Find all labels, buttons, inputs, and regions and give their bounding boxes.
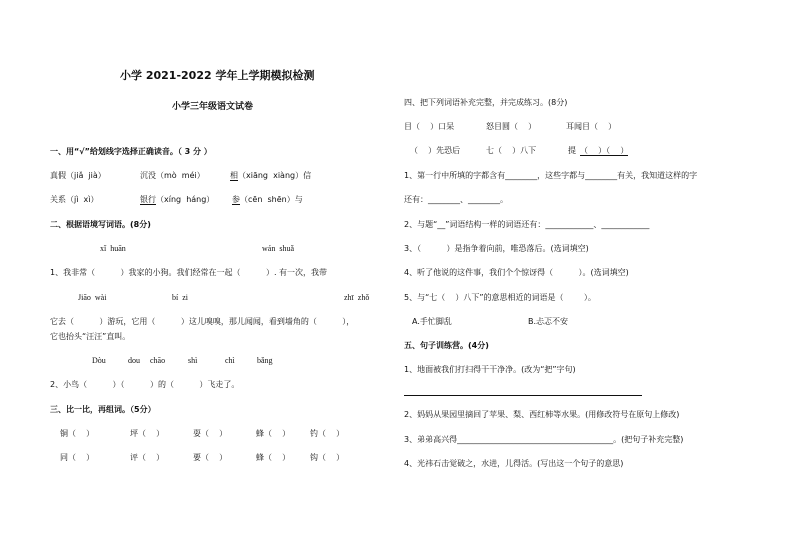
s2-line3: 它也抬头“汪汪”直叫。: [50, 332, 131, 341]
s4-r2-c3-blanks: （ ）（ ）: [580, 146, 629, 155]
pinyin-bizi: bí zi: [172, 293, 188, 302]
s1-item-canyu-rest: （cēn shēn）与: [240, 195, 303, 204]
section3-heading: 三、比一比，再组词。（5分）: [50, 405, 156, 414]
pinyin-dou2: dou: [128, 356, 140, 365]
underlined-char: 参: [232, 195, 240, 204]
s3-r2-c3: 要（ ）: [193, 453, 228, 462]
section2-heading: 二、根据语境写词语。(8分): [50, 220, 151, 229]
s5-q2: 2、妈妈从果园里摘回了苹果、梨、西红柿等水果。(用修改符号在原句上修改): [404, 410, 680, 419]
s4-q5: 5、与“七（ ）八下”的意思相近的词语是（ ）。: [404, 293, 596, 302]
s4-q3: 3、（ ）是指争着向前，唯恐落后。(选词填空): [404, 244, 589, 253]
pinyin-chi: chì: [225, 356, 235, 365]
pinyin-wanshua: wán shuǎ: [262, 244, 294, 253]
s4-r1-c3: 耳闻目（ ）: [566, 122, 617, 131]
s1-item-guanxi: 关系（jì xì）: [50, 195, 99, 204]
s1-item-xiangxin-rest: （xiāng xiàng）信: [238, 171, 312, 180]
s2-line4: 2、小鸟（ ）（ ）的（ ）飞走了。: [50, 380, 240, 389]
s3-r2-c1: 同（ ）: [60, 453, 95, 462]
s4-q2: 2、与题“__”词语结构一样的词语还有：____________、____________: [404, 220, 650, 229]
s4-r1-c1: 目（ ）口呆: [404, 122, 455, 131]
s5-q3: 3、弟弟高兴得_______________________________________。(把句子补充完整): [404, 435, 684, 444]
exam-title: 小学 2021-2022 学年上学期模拟检测: [120, 69, 315, 82]
s1-item-canyu: [232, 196, 303, 204]
pinyin-chao: chāo: [150, 356, 166, 365]
s5-q4: 4、光祎石击觉破之，水进，儿得活。(写出这一个句子的意思): [404, 459, 624, 468]
answer-line: [404, 395, 642, 396]
s3-r2-c4: 蜂（ ）: [256, 453, 291, 462]
s4-q4: 4、听了他说的这件事，我们个个惊讶得（ ）。(选词填空): [404, 268, 629, 277]
s3-r2-c2: 评（ ）: [130, 453, 165, 462]
s4-r2-c3: 提: [568, 146, 576, 155]
s4-option-b: B.忐忑不安: [528, 317, 569, 326]
s1-item-yinhang-rest: （xíng háng）: [156, 195, 215, 204]
s1-item-zhenjia: 真假（jiǎ jià）: [50, 171, 106, 180]
pinyin-zhizhu: zhī zhǒ: [344, 293, 370, 302]
underlined-char: 银行: [140, 195, 156, 204]
s4-r2-c1: （ ）先恐后: [410, 146, 461, 155]
s4-q1a: 1、第一行中所填的字都含有________，这些字都与________有关，我知道这样的字: [404, 171, 698, 180]
pinyin-jiaowai: Jiāo wài: [78, 293, 107, 302]
pinyin-xihuan: xǐ huān: [100, 244, 126, 253]
pinyin-bang: bǎng: [257, 356, 273, 365]
s1-item-yinhang: [140, 196, 214, 204]
s2-line2: 它去（ ）游玩，它用（ ）这儿嗅嗅，那儿闻闻，看到墙角的（ ），: [50, 317, 355, 326]
s3-r1-c5: 钓（ ）: [310, 429, 345, 438]
s3-r1-c3: 耍（ ）: [193, 429, 228, 438]
pinyin-dou: Dòu: [92, 356, 106, 365]
s4-r1-c2: 怒目圆（ ）: [486, 122, 537, 131]
section5-heading: 五、句子训练营。(4分): [404, 341, 489, 350]
s3-r1-c1: 铜（ ）: [60, 429, 95, 438]
section4-heading: 四、把下列词语补充完整，并完成练习。(8分): [404, 98, 568, 107]
underlined-char: 相: [230, 171, 238, 180]
s1-item-chenmo: 沉没（mò méi）: [140, 171, 205, 180]
s3-r2-c5: 钩（ ）: [310, 453, 345, 462]
s3-r1-c2: 坪（ ）: [130, 429, 165, 438]
exam-subtitle: 小学三年级语文试卷: [172, 102, 254, 112]
s4-option-a: A.手忙脚乱: [412, 317, 452, 326]
s5-q1: 1、地面被我们打扫得干干净净。(改为“把”字句): [404, 365, 576, 374]
s4-q1b: 还有：________、________。: [404, 195, 508, 204]
pinyin-shi: shì: [188, 356, 198, 365]
s2-line1: 1、我非常（ ）我家的小狗。我们经常在一起（ ）. 有一次，我带: [50, 268, 328, 277]
s1-item-xiangxin: [230, 172, 311, 180]
s4-r2-c2: 七（ ）八下: [486, 146, 537, 155]
s3-r1-c4: 蜂（ ）: [256, 429, 291, 438]
section1-heading: 一、用“√”给划线字选择正确读音。（ 3 分 ）: [50, 147, 212, 156]
